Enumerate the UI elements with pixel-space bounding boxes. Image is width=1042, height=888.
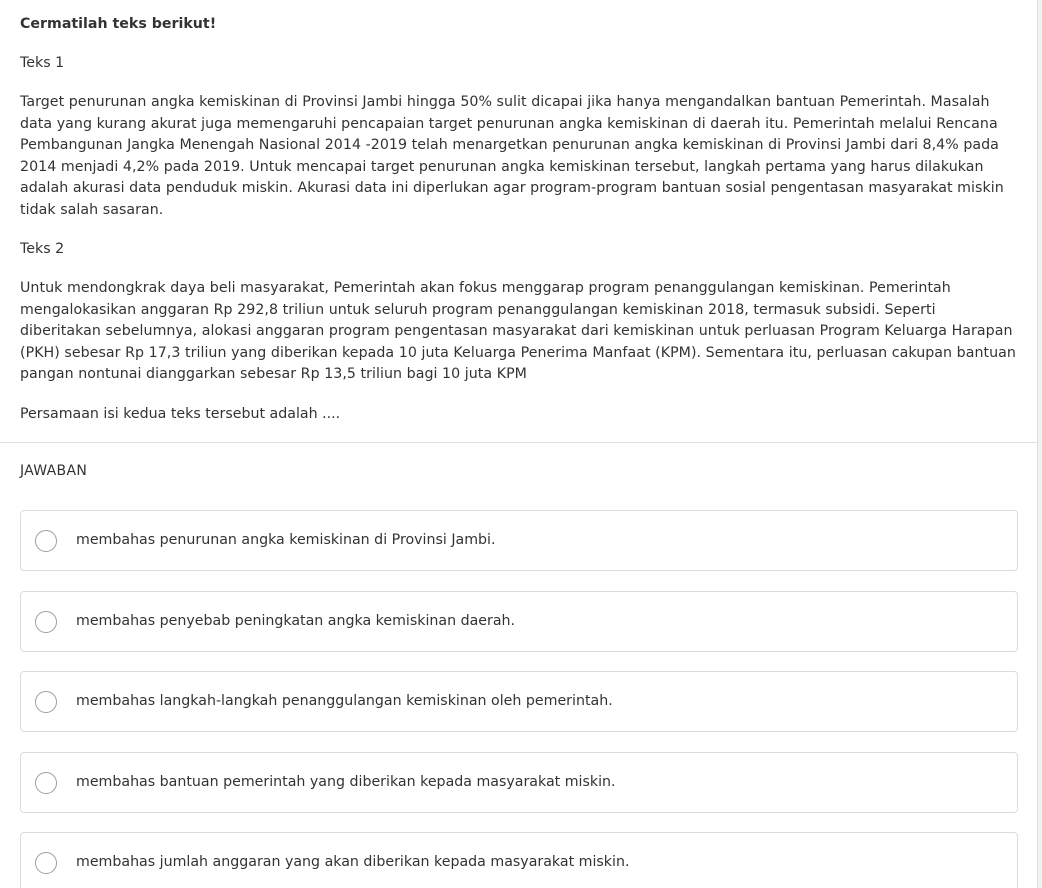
answer-option-text: membahas penurunan angka kemiskinan di Provinsi Jambi. [76, 532, 496, 548]
teks2-body: Untuk mendongkrak daya beli masyarakat, Pemerintah akan fokus menggarap program penanggulangan kemiskinan. Pemerintah mengalokasikan anggaran Rp 292,8 triliun untuk seluruh program penanggulangan kemiskinan 2018, termasuk subsidi. Seperti diberitakan sebelumnya, alokasi anggaran program pengentasan masyarakat dari kemiskinan untuk perluasan Program Keluarga Harapan (PKH) sebesar Rp 17,3 triliun yang diberikan kepada 10 juta Keluarga Penerima Manfaat (KPM). Sementara itu, perluasan cakupan bantuan pangan nontunai dianggarkan sebesar Rp 13,5 triliun bagi 10 juta KPM [20, 280, 1016, 382]
question-instruction: Cermatilah teks berikut! [20, 16, 217, 32]
answer-option-e[interactable] [20, 832, 1018, 888]
answer-options [20, 510, 1018, 888]
answer-option-text: membahas bantuan pemerintah yang diberikan kepada masyarakat miskin. [76, 773, 616, 790]
answer-option-d[interactable] [20, 752, 1018, 813]
answer-option-text: membahas penyebab peningkatan angka kemiskinan daerah. [76, 612, 516, 629]
teks2-title: Teks 2 [20, 241, 65, 257]
teks1-title: Teks 1 [20, 55, 65, 71]
teks1-body: Target penurunan angka kemiskinan di Provinsi Jambi hingga 50% sulit dicapai jika hanya mengandalkan bantuan Pemerintah. Masalah data yang kurang akurat juga memengaruhi pencapaian target penurunan angka kemiskinan di daerah itu. Pemerintah melalui Rencana Pembangunan Jangka Menengah Nasional 2014 -2019 telah menargetkan penurunan angka kemiskinan di Provinsi Jambi dari 8,4% pada 2014 menjadi 4,2% pada 2019. Untuk mencapai target penurunan angka kemiskinan tersebut, langkah pertama yang harus dilakukan adalah akurasi data penduduk miskin. Akurasi data ini diperlukan agar program-program bantuan sosial pengentasan masyarakat miskin tidak salah sasaran. [20, 94, 1004, 218]
answer-option-a[interactable] [20, 510, 1018, 571]
radio-icon[interactable] [35, 691, 57, 713]
radio-icon[interactable] [35, 852, 57, 874]
radio-icon[interactable] [35, 611, 57, 633]
radio-icon[interactable] [35, 530, 57, 552]
question-section [0, 0, 1037, 425]
answer-option-b[interactable] [20, 591, 1018, 652]
section-divider [0, 442, 1038, 443]
radio-icon[interactable] [35, 772, 57, 794]
answer-label: JAWABAN [20, 463, 88, 479]
answer-option-text: membahas langkah-langkah penanggulangan kemiskinan oleh pemerintah. [76, 693, 613, 709]
question-prompt: Persamaan isi kedua teks tersebut adalah .... [20, 405, 341, 422]
scrollbar[interactable] [1038, 0, 1042, 888]
answer-option-text: membahas jumlah anggaran yang akan diberikan kepada masyarakat miskin. [76, 854, 630, 870]
answer-option-c[interactable] [20, 671, 1018, 732]
